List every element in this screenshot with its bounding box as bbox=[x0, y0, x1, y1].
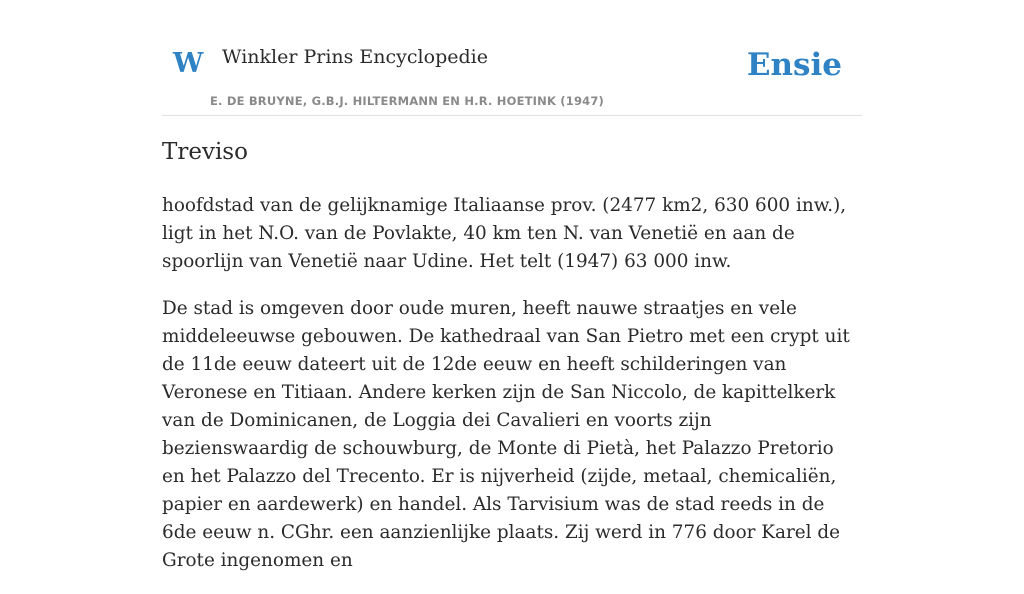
article-body bbox=[162, 192, 862, 594]
ensie-logo-link[interactable]: Ensie bbox=[746, 47, 842, 83]
publication-authors: E. DE BRUYNE, G.B.J. HILTERMANN EN H.R. HOETINK (1947) bbox=[210, 94, 605, 108]
article-paragraph: De stad is omgeven door oude muren, heeft nauwe straatjes en vele middeleeuwse gebouwen. De kathedraal van San Pietro met een crypt uit de 11de eeuw dateert uit de 12de eeuw en heeft schilderingen van Veronese en Titiaan. Andere kerken zijn de San Niccolo, de kapittelkerk van de Dominicanen, de Loggia dei Cavalieri en voorts zijn bezienswaardig de schouwburg, de Monte di Pietà, het Palazzo Pretorio en het Palazzo del Trecento. Er is nijverheid (zijde, metaal, chemicaliën, papier en aardewerk) en handel. Als Tarvisium was de stad reeds in de 6de eeuw n. CGhr. een aanzienlijke plaats. Zij werd in 776 door Karel de Grote ingenomen en bbox=[162, 298, 850, 571]
publication-title[interactable]: Winkler Prins Encyclopedie bbox=[222, 46, 488, 68]
article-title: Treviso bbox=[162, 139, 248, 165]
article-paragraph: hoofdstad van de gelijknamige Italiaanse prov. (2477 km2, 630 600 inw.), ligt in het N.O. van de Povlakte, 40 km ten N. van Venetië en aan de spoorlijn van Venetië naar Udine. Het telt (1947) 63 000 inw. bbox=[162, 195, 847, 272]
site-header bbox=[162, 36, 862, 116]
winkler-prins-logo-icon[interactable]: W bbox=[173, 48, 204, 79]
